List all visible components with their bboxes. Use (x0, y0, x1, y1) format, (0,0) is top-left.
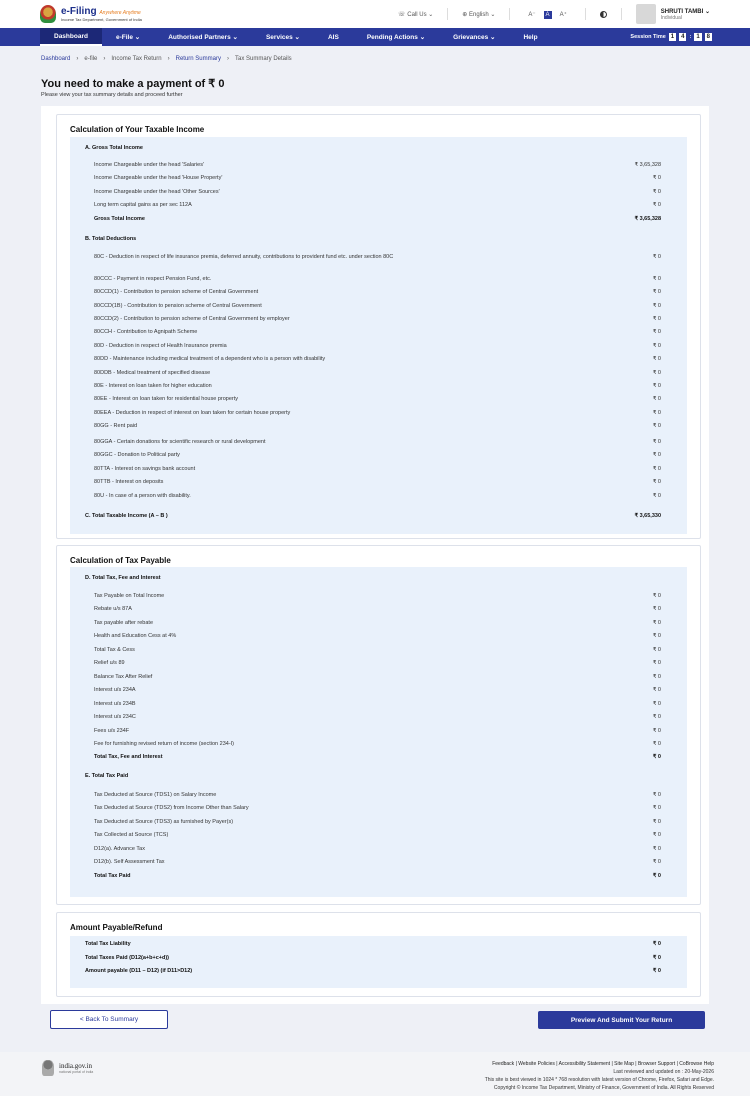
row-amount: ₹ 0 (652, 646, 661, 653)
row-label: Amount payable (D11 – D12) (if D11>D12) (85, 968, 193, 974)
row-label: D12(a). Advance Tax (94, 845, 145, 852)
summary-row (94, 633, 661, 640)
summary-row (94, 383, 661, 390)
row-label: 80DD - Maintenance including medical treatment of a dependent who is a person with disability (94, 356, 326, 362)
preview-submit-button[interactable]: Preview And Submit Your Return (538, 1011, 705, 1029)
summary-row (94, 439, 661, 446)
row-label: 80U - In case of a person with disability. (94, 493, 191, 499)
row-label: Fees u/s 234F (94, 727, 130, 734)
row-label: 80C - Deduction in respect of life insurance premia, deferred annuity, contributions to provident fund etc. under section 80C (94, 254, 394, 260)
taxable-income-card (56, 114, 701, 539)
row-label: Total Tax, Fee and Interest (94, 754, 163, 760)
row-amount: ₹ 0 (652, 805, 661, 812)
row-amount: ₹ 0 (652, 396, 661, 402)
taxable-income-title: Calculation of Your Taxable Income (70, 125, 205, 134)
row-amount: ₹ 0 (652, 633, 661, 640)
logo-tag: Anywhere Anytime (99, 10, 141, 16)
row-label: Rebate u/s 87A (94, 606, 132, 613)
page-title: You need to make a payment of ₹ 0 (41, 78, 225, 90)
footer-site: india.gov.in (59, 1062, 92, 1070)
row-label: Tax Deducted at Source (TDS2) from Income Other than Salary (94, 805, 249, 812)
font-normal-button[interactable]: A (545, 11, 550, 18)
row-amount: ₹ 0 (652, 479, 661, 485)
nav-ais[interactable]: AIS (327, 33, 339, 41)
row-amount: ₹ 0 (652, 439, 661, 445)
row-amount: ₹ 0 (652, 606, 661, 613)
row-label: Relief u/s 89 (94, 660, 125, 667)
efiling-logo[interactable] (40, 5, 142, 23)
top-bar (0, 0, 750, 28)
row-amount: ₹ 0 (652, 303, 661, 309)
row-label: Tax Deducted at Source (TDS1) on Salary Income (94, 792, 217, 798)
summary-row (94, 289, 661, 296)
row-amount: ₹ 0 (652, 754, 661, 760)
summary-row (94, 254, 661, 261)
row-label: Fee for furnishing revised return of income (section 234-I) (94, 740, 235, 747)
breadcrumb-return-summary[interactable]: Return Summary (175, 56, 221, 62)
row-amount: ₹ 0 (652, 740, 661, 747)
summary-row (94, 593, 661, 600)
row-amount: ₹ 0 (652, 175, 661, 181)
row-label: 80GG - Rent paid (94, 423, 138, 429)
row-amount: ₹ 0 (652, 859, 661, 865)
chevron-down-icon: ⌄ (490, 11, 496, 18)
summary-row (94, 202, 661, 209)
summary-row (94, 356, 661, 363)
summary-row (94, 452, 661, 459)
row-amount: ₹ 0 (652, 792, 661, 798)
summary-row (94, 303, 661, 310)
row-label: 80DDB - Medical treatment of specified disease (94, 370, 211, 376)
row-amount: ₹ 3,65,328 (634, 162, 661, 168)
row-label: 80GGC - Donation to Political party (94, 452, 180, 458)
summary-row (94, 620, 661, 627)
footer-site-tag: national portal of india (59, 1070, 94, 1074)
section-heading: B. Total Deductions (85, 236, 137, 242)
breadcrumb-dashboard[interactable]: Dashboard (41, 56, 71, 62)
summary-row (94, 423, 661, 430)
summary-row (94, 276, 661, 283)
summary-row (94, 316, 661, 323)
row-label: 80GGA - Certain donations for scientific research or rural development (94, 439, 266, 445)
summary-row (94, 741, 661, 748)
amount-payable-title: Amount Payable/Refund (70, 923, 163, 932)
summary-row (94, 343, 661, 350)
contrast-icon[interactable] (600, 11, 607, 18)
user-role: Individual (660, 14, 682, 21)
row-label: 80E - Interest on loan taken for higher education (94, 383, 212, 389)
summary-row (94, 189, 661, 196)
total-row (85, 941, 661, 948)
chevron-down-icon: ⌄ (134, 34, 141, 41)
row-label: Income Chargeable under the head 'Other Sources' (94, 189, 220, 195)
footer-links[interactable]: Feedback | Website Policies | Accessibility Statement | Site Map | Browser Support | CoBrowse Help (492, 1061, 714, 1067)
page-subtitle: Please view your tax summary details and proceed further (41, 92, 183, 98)
row-label: Health and Education Cess at 4% (94, 633, 177, 640)
row-label: 80TTA - Interest on savings bank account (94, 466, 196, 472)
row-amount: ₹ 0 (652, 189, 661, 195)
tax-payable-title: Calculation of Tax Payable (70, 556, 171, 565)
amount-payable-details (70, 936, 687, 988)
summary-row (94, 674, 661, 681)
font-decrease-button[interactable]: A⁻ (528, 11, 536, 18)
row-label: Income Chargeable under the head 'Salaries' (94, 162, 205, 168)
summary-row (94, 329, 661, 336)
row-amount: ₹ 0 (652, 619, 661, 626)
row-amount: ₹ 0 (652, 818, 661, 825)
row-label: 80EE - Interest on loan taken for residential house property (94, 396, 239, 402)
summary-row (94, 660, 661, 667)
back-to-summary-button[interactable]: < Back To Summary (50, 1010, 168, 1029)
language-select[interactable]: ⊕ English ⌄ (462, 11, 496, 18)
footer-updated: Last reviewed and updated on : 20-May-2026 (613, 1069, 714, 1075)
row-label: Gross Total Income (94, 216, 145, 222)
footer (0, 1052, 750, 1096)
row-amount: ₹ 0 (652, 276, 661, 282)
row-label: 80CCD(1B) - Contribution to pension scheme of Central Government (94, 303, 262, 309)
row-amount: ₹ 0 (652, 356, 661, 362)
summary-row (94, 396, 661, 403)
summary-row (94, 859, 661, 866)
summary-row (94, 410, 661, 417)
row-label: D12(b). Self Assessment Tax (94, 859, 165, 865)
row-amount: ₹ 0 (652, 423, 661, 429)
summary-row (94, 846, 661, 853)
summary-row (94, 606, 661, 613)
phone-icon: ☏ (398, 11, 406, 18)
row-amount: ₹ 0 (652, 289, 661, 295)
total-row (85, 513, 661, 520)
footer-best-viewed: This site is best viewed in 1024 * 768 resolution with latest version of Chrome, Firefox, Safari and Edge. (484, 1077, 714, 1083)
total-row (94, 873, 661, 880)
tax-payable-card (56, 545, 701, 905)
nav-dashboard[interactable]: Dashboard (40, 28, 102, 46)
summary-row (94, 479, 661, 486)
row-label: C. Total Taxable Income (A – B ) (85, 513, 168, 519)
total-row (94, 216, 661, 223)
total-row (85, 955, 661, 962)
summary-row (94, 162, 661, 169)
summary-row (94, 832, 661, 839)
chevron-down-icon: ⌄ (294, 34, 300, 41)
row-label: Long term capital gains as per sec 112A (94, 202, 192, 208)
summary-row (94, 792, 661, 799)
summary-row (94, 687, 661, 694)
row-amount: ₹ 0 (652, 968, 661, 974)
chevron-down-icon: ⌄ (419, 34, 426, 41)
row-label: 80CCC - Payment in respect Pension Fund, etc. (94, 276, 212, 282)
section-heading: D. Total Tax, Fee and Interest (85, 575, 161, 581)
nav-efile[interactable]: e-File ⌄ (115, 33, 141, 41)
summary-row (94, 466, 661, 473)
summary-row (94, 728, 661, 735)
row-label: Total Tax & Cess (94, 646, 135, 653)
row-label: 80TTB - Interest on deposits (94, 479, 164, 485)
summary-row (94, 493, 661, 500)
chevron-down-icon: ⌄ (704, 8, 710, 15)
india-gov-logo[interactable] (42, 1060, 93, 1076)
row-label: Tax Deducted at Source (TDS3) as furnished by Payer(s) (94, 818, 234, 825)
breadcrumb: Dashboard › e-file › Income Tax Return › Return Summary › Tax Summary Details (41, 56, 292, 62)
row-amount: ₹ 0 (652, 727, 661, 734)
breadcrumb-itr: Income Tax Return (111, 56, 162, 62)
nav-services[interactable]: Services ⌄ (265, 33, 300, 41)
user-name: SHRUTI TAMBI (660, 8, 704, 15)
breadcrumb-efile: e-file (84, 56, 98, 62)
nav-help[interactable]: Help (523, 33, 538, 41)
font-increase-button[interactable]: A⁺ (559, 11, 567, 18)
section-heading: E. Total Tax Paid (85, 773, 129, 779)
row-label: 80CCH - Contribution to Agnipath Scheme (94, 329, 198, 335)
row-label: Tax Collected at Source (TCS) (94, 832, 169, 839)
footer-copyright: Copyright © Income Tax Department, Ministry of Finance, Government of India. All Rights Reserved (493, 1085, 714, 1091)
row-label: Total Tax Paid (94, 873, 131, 879)
row-amount: ₹ 0 (652, 329, 661, 335)
row-amount: ₹ 0 (652, 254, 661, 260)
row-amount: ₹ 0 (652, 687, 661, 694)
nav-pending-actions[interactable]: Pending Actions ⌄ (366, 33, 426, 41)
row-amount: ₹ 0 (652, 343, 661, 349)
row-amount: ₹ 0 (652, 673, 661, 680)
row-amount: ₹ 3,65,330 (634, 513, 661, 519)
globe-icon: ⊕ (462, 11, 468, 18)
row-amount: ₹ 0 (652, 383, 661, 389)
main-nav (0, 28, 750, 46)
row-amount: ₹ 0 (652, 202, 661, 208)
taxable-income-details (70, 137, 687, 534)
user-menu[interactable] (636, 4, 710, 24)
row-amount: ₹ 0 (652, 593, 661, 599)
chevron-down-icon: ⌄ (428, 11, 434, 18)
logo-title: e-Filing (61, 6, 97, 17)
summary-row (94, 175, 661, 182)
tax-summary-panel (41, 106, 709, 1004)
row-label: Total Tax Liability (85, 941, 131, 947)
row-amount: ₹ 0 (652, 954, 661, 961)
row-label: Tax payable after rebate (94, 619, 154, 626)
row-amount: ₹ 0 (652, 493, 661, 499)
total-row (85, 968, 661, 975)
breadcrumb-current: Tax Summary Details (234, 56, 292, 62)
row-amount: ₹ 0 (652, 410, 661, 416)
row-label: Income Chargeable under the head 'House Property' (94, 175, 223, 181)
row-amount: ₹ 0 (652, 452, 661, 458)
row-amount: ₹ 0 (652, 370, 661, 376)
chevron-down-icon: ⌄ (232, 34, 238, 41)
logo-subtitle: Income Tax Department, Government of India (61, 17, 142, 22)
row-label: Interest u/s 234B (94, 700, 136, 707)
row-label: Balance Tax After Relief (94, 673, 153, 680)
summary-row (94, 701, 661, 708)
row-amount: ₹ 0 (652, 660, 661, 667)
amount-payable-card (56, 912, 701, 997)
section-heading: A. Gross Total Income (85, 145, 143, 151)
nav-grievances[interactable]: Grievances ⌄ (453, 33, 496, 41)
emblem-icon (42, 1060, 54, 1076)
summary-row (94, 714, 661, 721)
row-amount: ₹ 3,65,328 (634, 216, 661, 222)
row-label: Interest u/s 234A (94, 687, 136, 694)
session-timer: Session Time 1 4 : 1 8 (630, 34, 710, 40)
row-label: Total Taxes Paid (D12(a+b+c+d)) (85, 954, 170, 961)
row-amount: ₹ 0 (652, 466, 661, 472)
summary-row (94, 647, 661, 654)
row-amount: ₹ 0 (652, 832, 661, 839)
row-amount: ₹ 0 (652, 873, 661, 879)
emblem-icon (40, 5, 56, 23)
row-label: 80CCD(2) - Contribution to pension scheme of Central Government by employer (94, 316, 290, 322)
nav-authorised-partners[interactable]: Authorised Partners ⌄ (168, 33, 238, 41)
tax-payable-details (70, 567, 687, 897)
row-label: Tax Payable on Total Income (94, 593, 165, 599)
row-label: 80EEA - Deduction in respect of interest on loan taken for certain house property (94, 410, 291, 416)
total-row (94, 754, 661, 761)
row-label: Interest u/s 234C (94, 714, 136, 721)
summary-row (94, 805, 661, 812)
chevron-down-icon: ⌄ (490, 34, 496, 41)
row-amount: ₹ 0 (652, 714, 661, 721)
row-amount: ₹ 0 (652, 941, 661, 947)
row-amount: ₹ 0 (652, 845, 661, 852)
summary-row (94, 370, 661, 377)
summary-row (94, 819, 661, 826)
avatar (636, 4, 656, 24)
call-us-button[interactable]: ☏ Call Us ⌄ (398, 11, 434, 18)
row-label: 80D - Deduction in respect of Health Insurance premia (94, 343, 227, 349)
row-label: 80CCD(1) - Contribution to pension scheme of Central Government (94, 289, 259, 295)
row-amount: ₹ 0 (652, 700, 661, 707)
row-amount: ₹ 0 (652, 316, 661, 322)
